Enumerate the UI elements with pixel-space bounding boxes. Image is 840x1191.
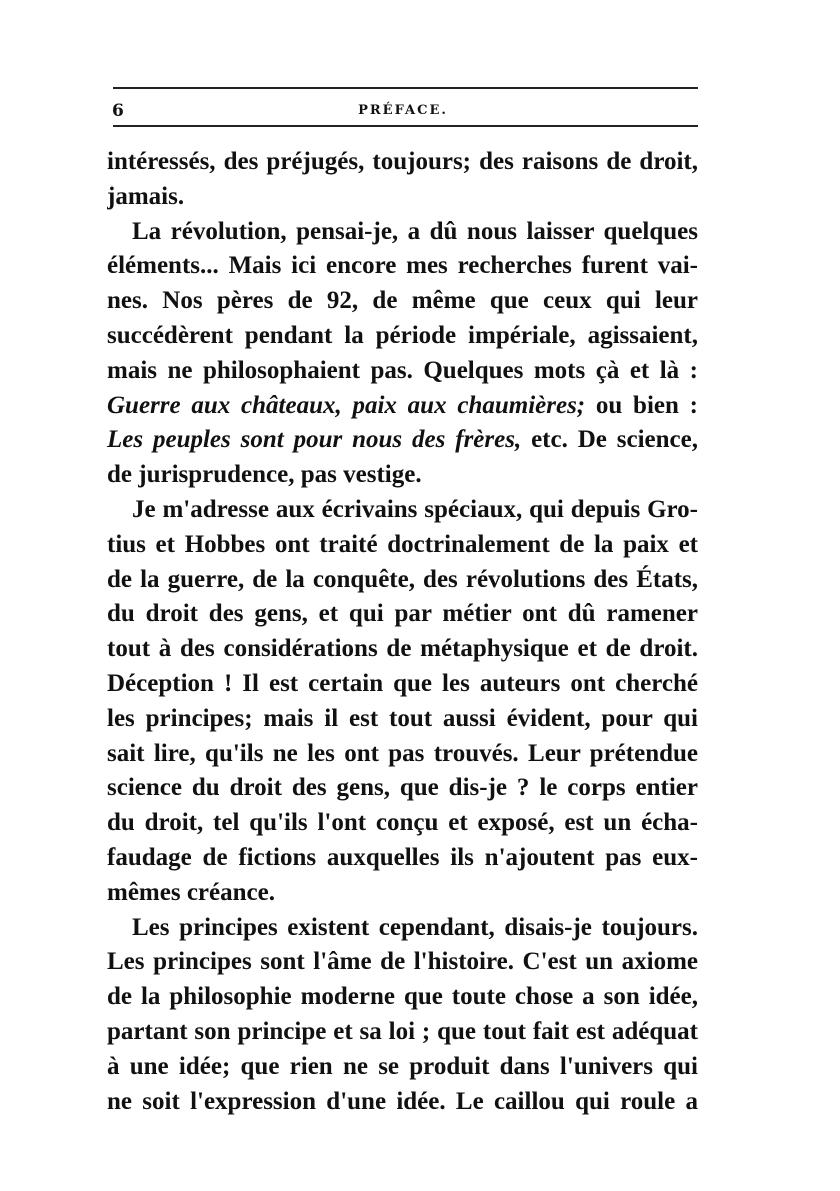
- text-line: succédèrent pendant la période impériale, agissaient,: [107, 321, 698, 349]
- italic-quote: Les peuples sont pour nous des frères,: [107, 426, 522, 454]
- text-line: partant son principe et sa loi ; que tout fait est adéquat: [107, 1017, 698, 1045]
- text-line: de la guerre, de la conquête, des révolutions des États,: [107, 565, 698, 593]
- text-line: sait lire, qu'ils ne les ont pas trouvés. Leur prétendue: [107, 739, 698, 767]
- text-line: à une idée; que rien ne se produit dans l'univers qui: [107, 1052, 698, 1080]
- text-segment: ou bien :: [585, 391, 698, 419]
- text-line: jamais.: [107, 182, 185, 210]
- text-line: mais ne philosophaient pas. Quelques mots çà et là :: [107, 356, 698, 384]
- text-line: tout à des considérations de métaphysique et de droit.: [107, 635, 698, 663]
- text-line: du droit des gens, et qui par métier ont dû ramener: [107, 600, 698, 628]
- italic-quote: Guerre aux châteaux, paix aux chaumières;: [107, 391, 586, 419]
- text-line: tius et Hobbes ont traité doctrinalement de la paix et: [107, 530, 698, 558]
- page-number: 6: [112, 101, 124, 121]
- text-line: nes. Nos pères de 92, de même que ceux qui leur: [107, 287, 698, 315]
- body-text: [107, 145, 698, 1119]
- text-line: Je m'adresse aux écrivains spéciaux, qui depuis Gro-: [132, 495, 698, 523]
- text-line: les principes; mais il est tout aussi évident, pour qui: [107, 704, 698, 732]
- running-head: [108, 100, 698, 124]
- text-line: [107, 423, 698, 458]
- text-line: ne soit l'expression d'une idée. Le caillou qui roule a: [107, 1087, 698, 1115]
- header-rule-top: [113, 87, 698, 89]
- text-line: de jurisprudence, pas vestige.: [107, 461, 422, 489]
- text-line: Déception ! Il est certain que les auteurs ont cherché: [107, 669, 698, 697]
- text-line: La révolution, pensai-je, a dû nous laisser quelques: [132, 217, 698, 245]
- running-title: PRÉFACE.: [358, 103, 448, 118]
- text-line: mêmes créance.: [107, 878, 275, 906]
- text-line: éléments... Mais ici encore mes recherches furent vai-: [107, 252, 698, 280]
- text-line: [107, 389, 698, 424]
- text-line: science du droit des gens, que dis-je ? le corps entier: [107, 774, 698, 802]
- text-line: faudage de fictions auxquelles ils n'ajoutent pas eux-: [107, 843, 698, 871]
- header-rule-bottom: [113, 125, 698, 127]
- text-line: Les principes sont l'âme de l'histoire. C'est un axiome: [107, 948, 698, 976]
- text-line: du droit, tel qu'ils l'ont conçu et exposé, est un écha-: [107, 809, 698, 837]
- text-line: intéressés, des préjugés, toujours; des raisons de droit,: [107, 148, 698, 175]
- text-segment: etc. De science,: [521, 426, 698, 454]
- text-line: Les principes existent cependant, disais-je toujours.: [132, 913, 698, 941]
- text-line: de la philosophie moderne que toute chose a son idée,: [107, 983, 698, 1011]
